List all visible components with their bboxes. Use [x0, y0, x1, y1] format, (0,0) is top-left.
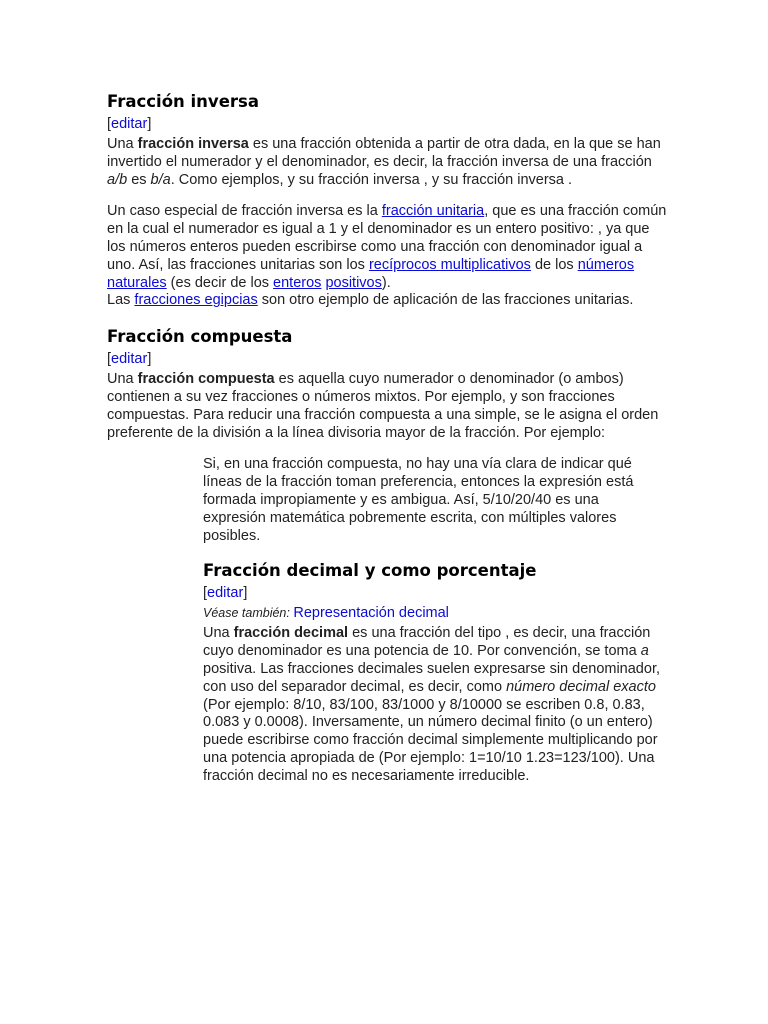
paragraph-ambiguedad: Si, en una fracción compuesta, no hay una vía clara de indicar qué líneas de la fracción toman preferencia, entonces la expresión está formada impropiamente y es ambigua. Así, 5/10/20/40 es una expresión matemática pobremente escrita, con múltiples valores posibles. [203, 456, 634, 544]
link-enteros[interactable]: enteros [273, 274, 322, 291]
edit-link-wrapper: [editar] [203, 585, 248, 602]
section-title-fraccion-inversa: Fracción inversa [107, 92, 259, 111]
article-content [107, 91, 667, 786]
edit-link-wrapper: [editar] [107, 116, 152, 132]
term-fraccion-compuesta: fracción compuesta [137, 371, 275, 388]
link-fracciones-egipcias[interactable]: fracciones egipcias [134, 292, 258, 309]
paragraph-fraccion-compuesta-def: Una fracción compuesta es aquella cuyo numerador o denominador (o ambos) contienen a su vez fracciones o números mixtos. Por ejemplo, y son fracciones compuestas. Para reducir una fracción compuesta a una simple, se le asigna el orden preferente de la división a la línea divisoria mayor de la fracción. Por ejemplo: [107, 371, 659, 441]
link-representacion-decimal[interactable]: Representación decimal [293, 605, 449, 622]
section-title-fraccion-decimal: Fracción decimal y como porcentaje [203, 561, 537, 581]
edit-link-wrapper: [editar] [107, 351, 152, 368]
term-fraccion-decimal: fracción decimal [233, 625, 349, 642]
edit-link-fraccion-inversa[interactable]: editar [111, 116, 148, 132]
link-reciprocos-multiplicativos[interactable]: recíprocos multiplicativos [368, 256, 531, 273]
section-title-fraccion-compuesta: Fracción compuesta [107, 327, 293, 347]
paragraph-fraccion-inversa-def: Una fracción inversa es una fracción obtenida a partir de otra dada, en la que se han invertido el numerador y el denominador, es decir, la fracción inversa de una fracción a/b es b/a. Como ejemplos, y su fracción inversa , y su fracción inversa . [107, 136, 661, 188]
section-fraccion-decimal [203, 560, 663, 785]
paragraph-fraccion-unitaria: Un caso especial de fracción inversa es la fracción unitaria, que es una fracción común en la cual el numerador es igual a 1 y el denominador es un entero positivo: , ya que los números enteros pueden escribirse como una fracción con denominador igual a uno. Así, las fracciones unitarias son los recíprocos multiplicativos de los números naturales (es decir de los enteros positivos). Las fracciones egipcias son otro ejemplo de aplicación de las fracciones unitarias. [107, 203, 667, 309]
paragraph-fraccion-decimal-def: Una fracción decimal es una fracción del tipo , es decir, una fracción cuyo denominador es una potencia de 10. Por convención, se toma a positiva. Las fracciones decimales suelen expresarse sin denominador, con uso del separador decimal, es decir, como número decimal exacto (Por ejemplo: 8/10, 83/100, 83/1000 y 8/10000 se escriben 0.8, 0.83, 0.083 y 0.0008). Inversamente, un número decimal finito (o un entero) puede escribirse como fracción decimal simplemente multiplicando por una potencia apropiada de (Por ejemplo: 1=10/10 1.23=123/100). Una fracción decimal no es necesariamente irreducible. [203, 625, 660, 784]
link-fraccion-unitaria[interactable]: fracción unitaria [381, 203, 485, 220]
link-numeros-naturales[interactable]: números naturales [107, 256, 635, 291]
see-also-note: Véase también: Representación decimal [203, 605, 449, 622]
link-positivos[interactable]: positivos [325, 274, 382, 291]
edit-link-fraccion-decimal[interactable]: editar [207, 585, 244, 602]
edit-link-fraccion-compuesta[interactable]: editar [111, 351, 148, 368]
term-fraccion-inversa: fracción inversa [137, 136, 249, 152]
